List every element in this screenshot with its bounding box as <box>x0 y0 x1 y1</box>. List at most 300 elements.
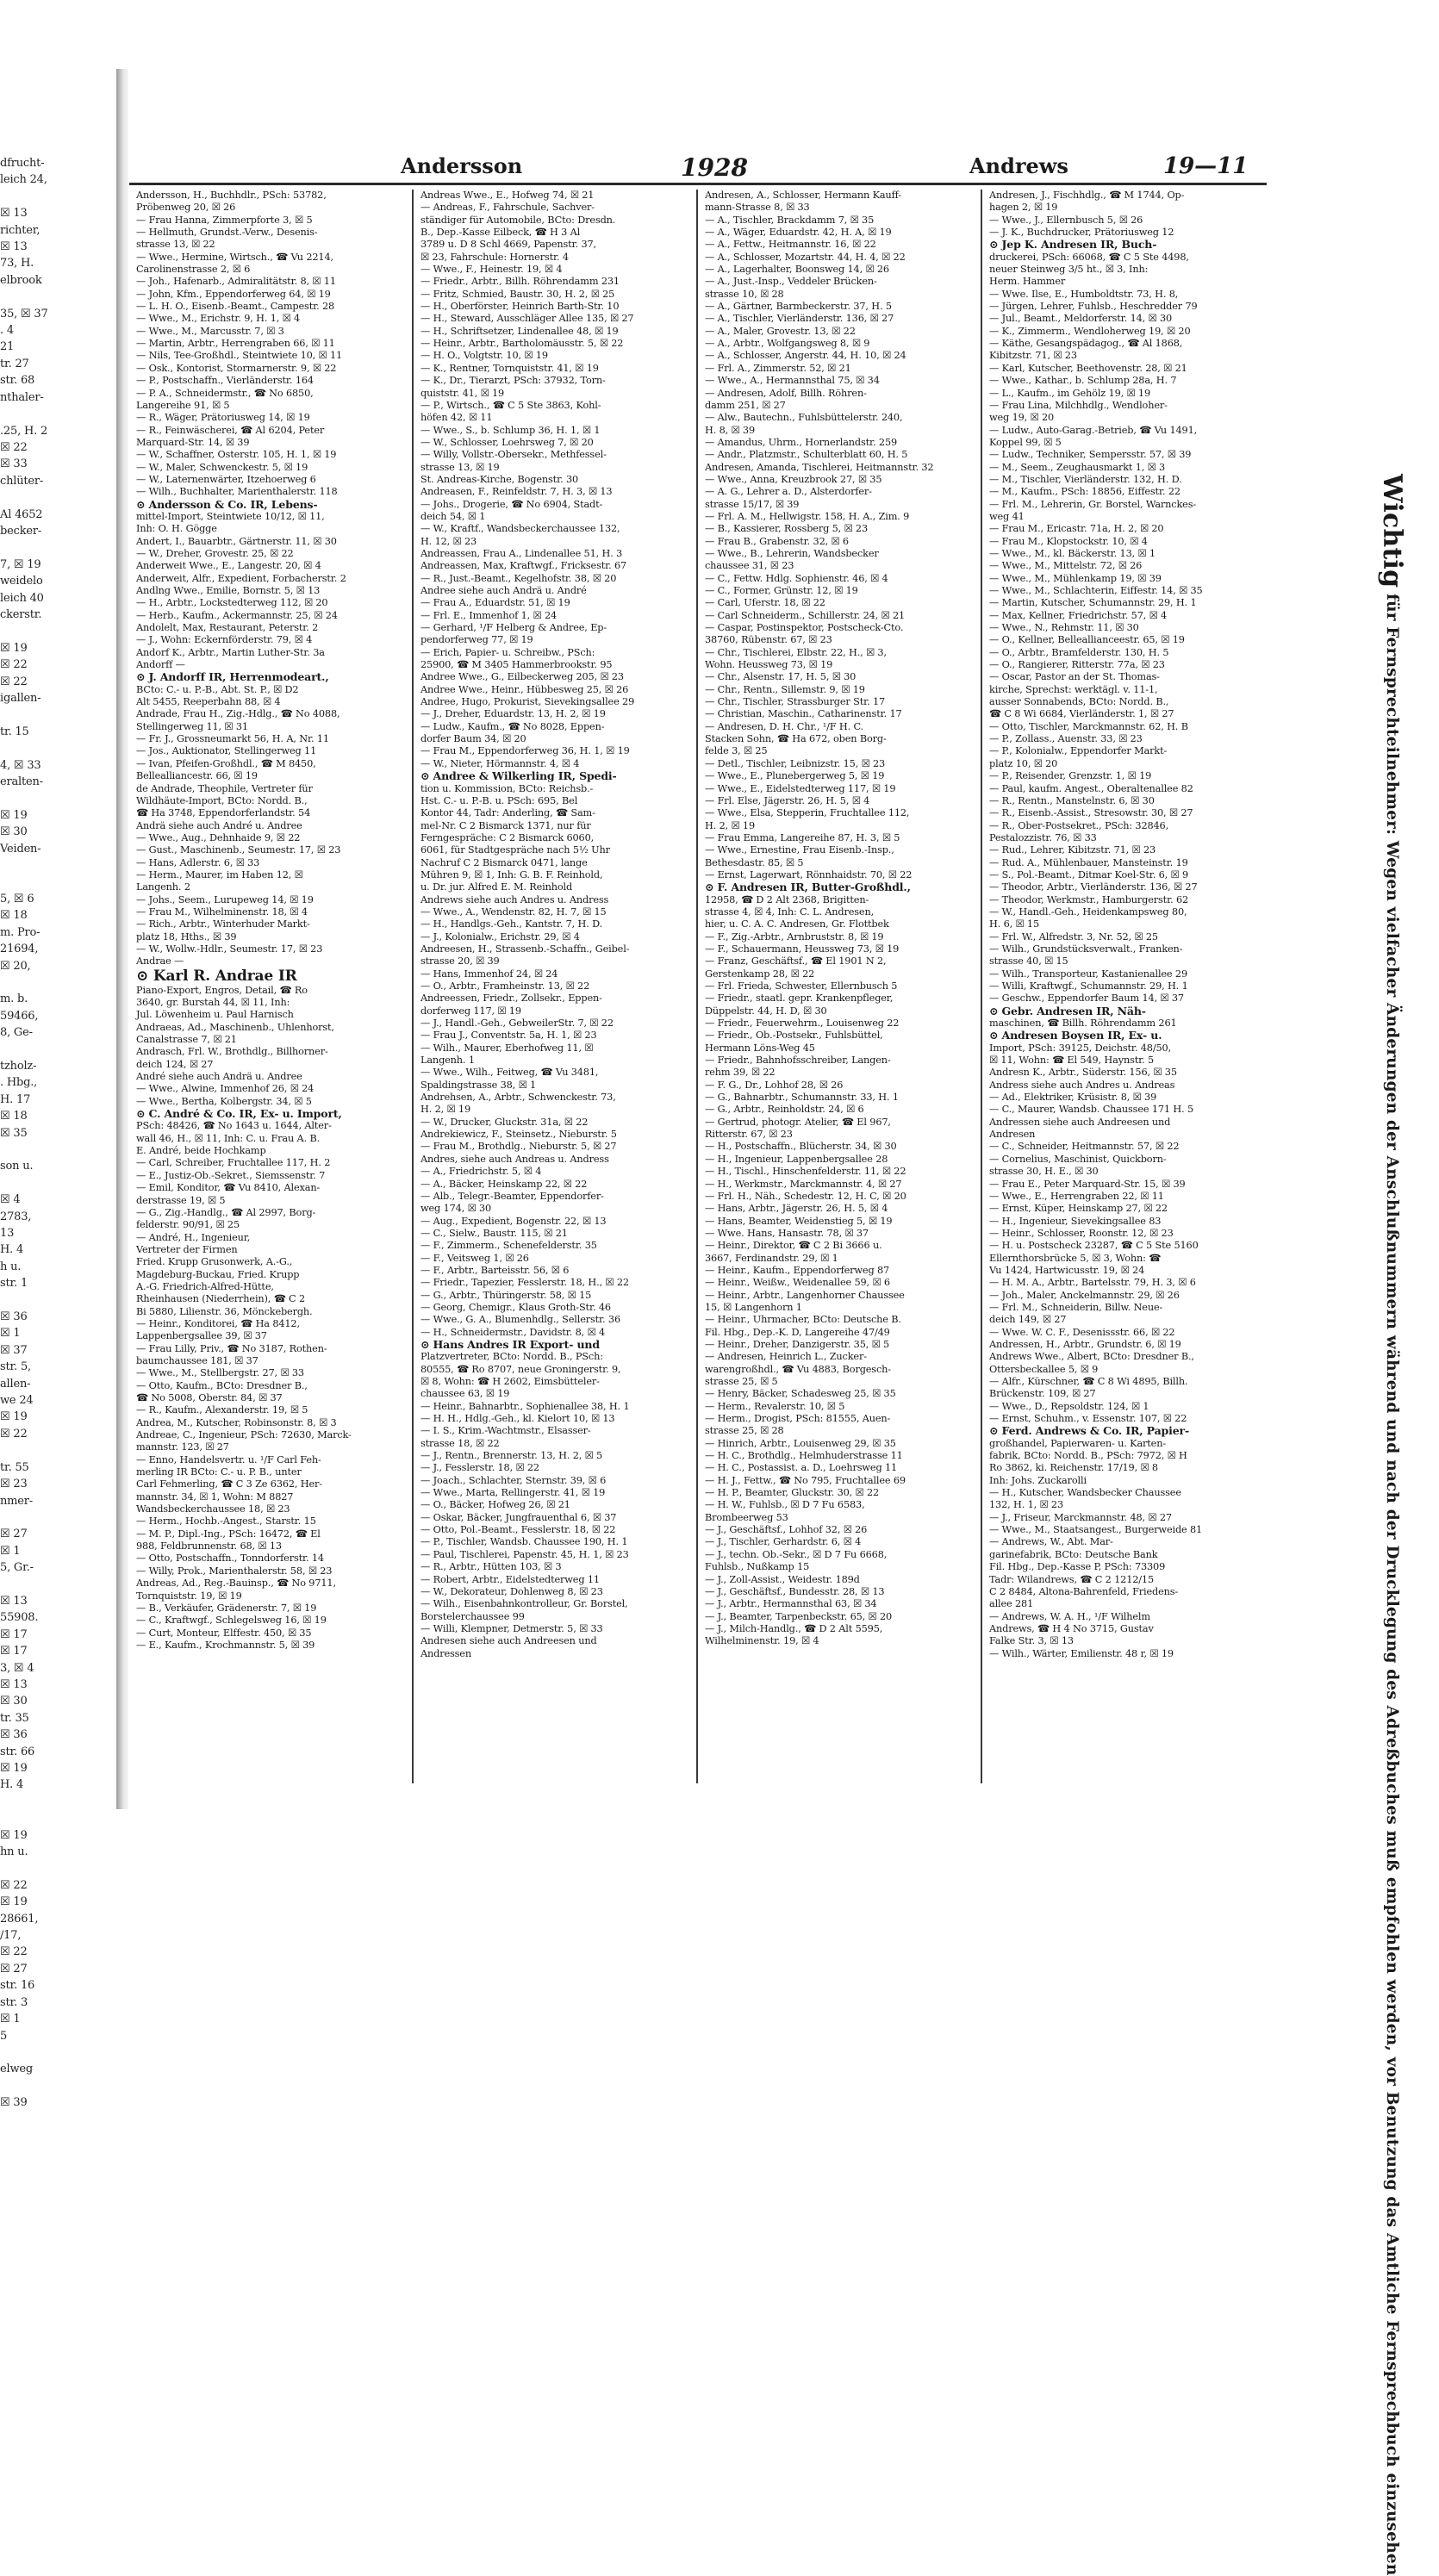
directory-entry: — Martin, Kutscher, Schumannstr. 29, H. 1 <box>989 597 1197 609</box>
sliver-line: ☒ 33 <box>0 457 28 471</box>
directory-entry: — W., Maler, Schwenckestr. 5, ☒ 19 <box>136 461 308 473</box>
directory-entry: — Franz, Geschäftsf., ☎ El 1901 N 2, <box>705 955 887 968</box>
directory-entry: — Rud., Lehrer, Kibitzstr. 71, ☒ 23 <box>989 844 1156 856</box>
directory-entry: Andrade, Frau H., Zig.-Hdlg., ☎ No 4088, <box>136 708 340 720</box>
directory-entry: — H. M. A., Arbtr., Bartelsstr. 79, H. 3, ☒ 6 <box>989 1277 1196 1289</box>
directory-entry: — Jos., Auktionator, Stellingerweg 11 <box>136 745 317 757</box>
directory-entry: — Wwe., Bertha, Kolbergstr. 34, ☒ 5 <box>136 1095 312 1107</box>
directory-entry: strasse 13, ☒ 19 <box>420 461 500 473</box>
directory-entry: neuer Steinweg 3/5 ht., ☒ 3, Inh: <box>989 264 1149 276</box>
directory-entry: Magdeburg-Buckau, Fried. Krupp <box>136 1268 300 1280</box>
directory-entry: Gerstenkamp 28, ☒ 22 <box>705 968 815 980</box>
directory-entry: garinefabrik, BCto: Deutsche Bank <box>989 1548 1158 1560</box>
directory-entry: Andrews siehe auch Andres u. Andress <box>420 893 609 905</box>
directory-entry: — C., Kraftwgf., Schlegelsweg 16, ☒ 19 <box>136 1615 327 1627</box>
directory-entry: — Chr., Alsenstr. 17, H. 5, ☒ 30 <box>705 671 857 683</box>
directory-entry: — J., Wohn: Eckernförderstr. 79, ☒ 4 <box>136 634 313 646</box>
directory-entry: Langereihe 91, ☒ 5 <box>136 399 230 411</box>
directory-entry: — P., Reisender, Grenzstr. 1, ☒ 19 <box>989 770 1152 782</box>
directory-entry: Carl Fehmerling, ☎ C 3 Ze 6362, Her- <box>136 1478 322 1490</box>
directory-entry: Brückenstr. 109, ☒ 27 <box>989 1388 1096 1400</box>
directory-entry: hagen 2, ☒ 19 <box>989 202 1058 214</box>
directory-entry: ☎ No 5008, Oberstr. 84, ☒ 37 <box>136 1392 283 1403</box>
directory-entry: — Frau Lina, Milchhdlg., Wendloher- <box>989 399 1168 411</box>
directory-entry: Andlng Wwe., Emilie, Bornstr. 5, ☒ 13 <box>136 585 321 596</box>
directory-entry: C 2 8484, Altona-Bahrenfeld, Friedens- <box>989 1585 1179 1597</box>
directory-entry: weg 174, ☒ 30 <box>420 1203 492 1215</box>
column-3 <box>705 190 972 1792</box>
directory-entry: — R., Arbtr., Hütten 103, ☒ 3 <box>420 1561 562 1573</box>
sliver-line: 35, ☒ 37 <box>0 307 48 320</box>
directory-entry: — Frau M., Klopstockstr. 10, ☒ 4 <box>989 535 1148 547</box>
sliver-line: 4, ☒ 33 <box>0 758 41 772</box>
directory-entry: Andreasen, F., Reinfeldstr. 7, H. 3, ☒ 13 <box>420 486 613 498</box>
directory-entry: — Detl., Tischler, Leibnizstr. 15, ☒ 23 <box>705 757 886 769</box>
directory-entry: — P., Postschaffn., Vierländerstr. 164 <box>136 375 314 387</box>
directory-entry: — Friedr., Bahnhofsschreiber, Langen- <box>705 1055 891 1067</box>
directory-entry: — Otto, Postschaffn., Tonndorferstr. 14 <box>136 1552 324 1565</box>
sliver-line: dfrucht- <box>0 157 45 170</box>
directory-entry: Pröbenweg 20, ☒ 26 <box>136 202 236 214</box>
directory-entry: tion u. Kommission, BCto: Reichsb.- <box>420 782 594 794</box>
directory-entry: — Frau M., Eppendorferweg 36, H. 1, ☒ 19 <box>420 745 630 757</box>
sliver-line: ☒ 27 <box>0 1528 28 1541</box>
directory-entry: — Frau M., Wilhelminenstr. 18, ☒ 4 <box>136 905 308 918</box>
sliver-line: 13 <box>0 1227 15 1240</box>
directory-entry: deich 124, ☒ 27 <box>136 1058 214 1070</box>
directory-entry: — W., Handl.-Geh., Heidenkampsweg 80, <box>989 905 1187 918</box>
directory-entry: — H., Werkmstr., Marckmannstr. 4, ☒ 27 <box>705 1178 902 1190</box>
directory-entry: — Frl. Frieda, Schwester, Ellernbusch 5 <box>705 980 898 992</box>
directory-entry: — Frau Lilly, Priv., ☎ No 3187, Rothen- <box>136 1342 327 1354</box>
directory-entry: — R., Eisenb.-Assist., Stresowstr. 30, ☒ 27 <box>989 807 1193 819</box>
directory-entry: — Wwe., M., Mühlenkamp 19, ☒ 39 <box>989 572 1162 584</box>
directory-entry: — A., Just.-Insp., Veddeler Brücken- <box>705 276 877 288</box>
directory-entry: — Paul, Tischlerei, Papenstr. 45, H. 1, ☒ 23 <box>420 1548 629 1560</box>
directory-entry: de Andrade, Theophile, Vertreter für <box>136 782 313 794</box>
directory-entry: — G., Bahnarbtr., Schumannstr. 33, H. 1 <box>705 1092 899 1104</box>
directory-entry: — Hans, Immenhof 24, ☒ 24 <box>420 968 558 980</box>
directory-entry: Bethesdastr. 85, ☒ 5 <box>705 856 804 868</box>
directory-entry: — Wwe., M., Marcusstr. 7, ☒ 3 <box>136 325 284 337</box>
directory-entry: Düppelstr. 44, H. D, ☒ 30 <box>705 1005 827 1017</box>
directory-entry: — Hellmuth, Grundst.-Verw., Desenis- <box>136 227 318 239</box>
directory-entry: — Heinr., Weißw., Weidenallee 59, ☒ 6 <box>705 1277 890 1289</box>
directory-entry: ⊙ J. Andorff IR, Herrenmodeart., <box>136 670 329 684</box>
sliver-line: 5, Gr.- <box>0 1561 34 1575</box>
directory-entry: Anderweit, Alfr., Expedient, Forbacherstr. 2 <box>136 572 346 584</box>
directory-entry: PSch: 48426, ☎ No 1643 u. 1644, Alter- <box>136 1120 332 1132</box>
directory-entry: — Frl. Else, Jägerstr. 26, H. 5, ☒ 4 <box>705 794 870 806</box>
directory-entry: strasse 25, ☒ 5 <box>705 1376 778 1387</box>
directory-entry: — Caspar, Postinspektor, Postscheck-Cto. <box>705 622 904 634</box>
directory-entry: — R., Just.-Beamt., Kegelhofstr. 38, ☒ 20 <box>420 572 617 584</box>
directory-entry: Andert, I., Bauarbtr., Gärtnerstr. 11, ☒ 30 <box>136 535 337 547</box>
directory-entry: Brombeerweg 53 <box>705 1511 788 1523</box>
sliver-line: ☒ 18 <box>0 1110 28 1123</box>
column-rule <box>981 190 982 1783</box>
sliver-line <box>0 790 116 806</box>
directory-entry: — Otto, Pol.-Beamt., Fesslerstr. 18, ☒ 22 <box>420 1524 616 1536</box>
directory-entry: — Christian, Maschin., Catharinenstr. 17 <box>705 708 902 720</box>
directory-entry: — Wwe., Kathar., b. Schlump 28a, H. 7 <box>989 375 1177 387</box>
directory-entry: — Hans, Arbtr., Jägerstr. 26, H. 5, ☒ 4 <box>705 1203 888 1215</box>
directory-entry: — A., Lagerhalter, Boonsweg 14, ☒ 26 <box>705 264 889 276</box>
directory-entry: Hst. C.- u. P.-B. u. PSch: 695, Bel <box>420 794 578 806</box>
directory-entry: Herm. Hammer <box>989 276 1066 288</box>
directory-entry: — J., Zoll-Assist., Weidestr. 189d <box>705 1573 860 1585</box>
directory-entry: — Frau Hanna, Zimmerpforte 3, ☒ 5 <box>136 214 313 226</box>
directory-entry: — H., Handlgs.-Geh., Kantstr. 7, H. D. <box>420 918 603 930</box>
directory-entry: deich 149, ☒ 27 <box>989 1314 1067 1326</box>
column-2 <box>420 190 688 1792</box>
directory-entry: Jul. Löwenheim u. Paul Harnisch <box>136 1009 294 1021</box>
directory-entry: Wohn. Heussweg 73, ☒ 19 <box>705 659 833 671</box>
sliver-line: tr. 35 <box>0 1711 29 1725</box>
directory-entry: — Ivan, Pfeifen-Großhdl., ☎ M 8450, <box>136 757 316 769</box>
directory-entry: ⊙ Hans Andres IR Export- und <box>420 1337 600 1351</box>
directory-entry: ⊙ F. Andresen IR, Butter-Großhdl., <box>705 880 911 894</box>
directory-entry: Andree Wwe., G., Eilbeckerweg 205, ☒ 23 <box>420 671 624 683</box>
directory-entry: — Aug., Expedient, Bogenstr. 22, ☒ 13 <box>420 1215 607 1227</box>
directory-entry: ⊙ Andersson & Co. IR, Lebens- <box>136 497 318 511</box>
sliver-line: m. b. <box>0 992 28 1006</box>
directory-entry: — Paul, kaufm. Angest., Oberaltenallee 82 <box>989 782 1193 794</box>
sliver-line: leich 40 <box>0 591 44 605</box>
sliver-line: . 4 <box>0 324 14 338</box>
sliver-line: ☒ 1 <box>0 1544 21 1558</box>
directory-entry: Andressen, H., Arbtr., Grundstr. 6, ☒ 19 <box>989 1338 1181 1350</box>
directory-columns <box>136 190 1274 1792</box>
directory-entry: — W., Nieter, Hörmannstr. 4, ☒ 4 <box>420 757 580 769</box>
directory-entry: — Frl. M., Lehrerin, Gr. Borstel, Warnckes- <box>989 498 1197 510</box>
directory-entry: Andreas, Ad., Reg.-Bauinsp., ☎ No 9711, <box>136 1577 336 1590</box>
directory-entry: — M. P., Dipl.-Ing., PSch: 16472, ☎ El <box>136 1528 321 1540</box>
directory-entry: — Wwe. Hans, Hansastr. 78, ☒ 37 <box>705 1227 869 1239</box>
directory-entry: — R., Wäger, Prätoriusweg 14, ☒ 19 <box>136 412 310 424</box>
directory-entry: — I. S., Krim.-Wachtmstr., Elsasser- <box>420 1425 591 1437</box>
sliver-line: tr. 55 <box>0 1460 29 1474</box>
sliver-line: ☒ 17 <box>0 1627 28 1641</box>
directory-entry: baumchaussee 181, ☒ 37 <box>136 1354 259 1366</box>
sliver-line: 21 <box>0 340 15 354</box>
directory-entry: — A., Schlosser, Mozartstr. 44, H. 4, ☒ 22 <box>705 251 906 263</box>
directory-entry: Andresen <box>989 1129 1036 1141</box>
directory-entry: — J., Kolonialw., Erichstr. 29, ☒ 4 <box>420 930 580 943</box>
sliver-line: weidelo <box>0 575 43 588</box>
directory-entry: — O., Kellner, Belleallianceestr. 65, ☒ 19 <box>989 634 1185 646</box>
directory-entry: Wildhäute-Import, BCto: Nordd. B., <box>136 794 308 806</box>
directory-entry: rehm 39, ☒ 22 <box>705 1067 776 1079</box>
sliver-line <box>0 1794 116 1810</box>
directory-entry: — Wwe., Aug., Dehnhaide 9, ☒ 22 <box>136 831 301 843</box>
directory-entry: — Heinr., Arbtr., Langenhorner Chaussee <box>705 1289 905 1301</box>
directory-entry: — A., Wäger, Eduardstr. 42, H. A, ☒ 19 <box>705 227 892 239</box>
directory-entry: Andresen, Amanda, Tischlerei, Heitmannstr. 32 <box>705 461 934 473</box>
sliver-line <box>0 189 116 205</box>
directory-entry: mann-Strasse 8, ☒ 33 <box>705 202 810 214</box>
directory-entry: — W., Kraftf., Wandsbeckerchaussee 132, <box>420 523 620 535</box>
directory-entry: wall 46, H., ☒ 11, Inh: C. u. Frau A. B. <box>136 1132 321 1144</box>
directory-entry: Wilhelminenstr. 19, ☒ 4 <box>705 1635 819 1647</box>
directory-entry: — Heinr., Schlosser, Roonstr. 12, ☒ 23 <box>989 1227 1174 1239</box>
directory-entry: — Heinr., Uhrmacher, BCto: Deutsche B. <box>705 1314 901 1326</box>
directory-entry: — Wwe., G. A., Blumenhdlg., Sellerstr. 36 <box>420 1314 620 1326</box>
directory-entry: — Andreas, F., Fahrschule, Sachver- <box>420 202 595 214</box>
directory-entry: Andrea, M., Kutscher, Robinsonstr. 8, ☒ 3 <box>136 1416 337 1428</box>
directory-entry: maschinen, ☎ Billh. Röhrendamm 261 <box>989 1017 1177 1030</box>
sliver-line: .25, H. 2 <box>0 424 48 438</box>
directory-entry: ⊙ Ferd. Andrews & Co. IR, Papier- <box>989 1424 1189 1438</box>
directory-entry: strasse 4, ☒ 4, Inh: C. L. Andresen, <box>705 905 875 918</box>
directory-entry: — Wwe., S., b. Schlump 36, H. 1, ☒ 1 <box>420 424 601 436</box>
directory-entry: Pestalozzistr. 76, ☒ 33 <box>989 831 1097 843</box>
directory-entry: Canalstrasse 7, ☒ 21 <box>136 1034 237 1046</box>
directory-entry: ☒ 8, Wohn: ☎ H 2602, Eimsbütteler- <box>420 1376 600 1387</box>
directory-entry: — H., Kutscher, Wandsbecker Chaussee <box>989 1487 1181 1499</box>
directory-entry: — J., techn. Ob.-Sekr., ☒ D 7 Fu 6668, <box>705 1548 888 1560</box>
directory-entry: Andresn K., Arbtr., Süderstr. 156, ☒ 35 <box>989 1067 1177 1079</box>
directory-entry: — J., Dreher, Eduardstr. 13, H. 2, ☒ 19 <box>420 708 606 720</box>
directory-entry: — E., Kaufm., Krochmannstr. 5, ☒ 39 <box>136 1639 315 1651</box>
directory-entry: Kontor 44, Tadr: Anderling, ☎ Sam- <box>420 807 595 819</box>
sliver-line: 5, ☒ 6 <box>0 892 34 905</box>
directory-entry: — W., Laternenwärter, Itzehoerweg 6 <box>136 473 316 485</box>
sliver-line: chlüter- <box>0 474 44 488</box>
directory-entry: — Andrews, W. A. H., ¹/F Wilhelm <box>989 1610 1150 1622</box>
sliver-line: becker- <box>0 524 42 538</box>
sliver-line: m. Pro- <box>0 925 40 939</box>
directory-entry: ⊙ Andree & Wilkerling IR, Spedi- <box>420 769 617 783</box>
directory-entry: Platzvertreter, BCto: Nordd. B., PSch: <box>420 1351 603 1363</box>
directory-entry: — A., Fettw., Heitmannstr. 16, ☒ 22 <box>705 239 876 251</box>
directory-entry: H. 6, ☒ 15 <box>989 918 1039 930</box>
directory-entry: — F., Zimmerm., Schenefelderstr. 35 <box>420 1240 597 1252</box>
directory-entry: Spaldingstrasse 38, ☒ 1 <box>420 1079 537 1091</box>
directory-entry: — J., Beamter, Tarpenbeckstr. 65, ☒ 20 <box>705 1610 893 1622</box>
sliver-line: str. 3 <box>0 1995 28 2009</box>
directory-entry: — J., Arbtr., Hermannsthal 63, ☒ 34 <box>705 1598 877 1610</box>
directory-entry: — Wwe., J., Ellernbusch 5, ☒ 26 <box>989 214 1143 226</box>
directory-entry: — Chr., Tischler, Strassburger Str. 17 <box>705 696 886 708</box>
directory-entry: — Chr., Rentn., Sillemstr. 9, ☒ 19 <box>705 683 865 695</box>
sliver-line: ☒ 18 <box>0 909 28 923</box>
sliver-line: ☒ 35 <box>0 1126 28 1140</box>
directory-entry: Wandsbeckerchaussee 18, ☒ 23 <box>136 1503 290 1515</box>
directory-entry: — Ernst, Schuhm., v. Essenstr. 107, ☒ 22 <box>989 1413 1187 1425</box>
directory-entry: — Geschw., Eppendorfer Baum 14, ☒ 37 <box>989 992 1184 1005</box>
sliver-line: str. 16 <box>0 1979 35 1993</box>
sliver-line: ☒ 19 <box>0 808 28 822</box>
directory-entry: Andolelt, Max, Restaurant, Peterstr. 2 <box>136 622 319 634</box>
directory-entry: — Wwe., Ernestine, Frau Eisenb.-Insp., <box>705 844 894 856</box>
directory-entry: — P. A., Schneidermstr., ☎ No 6850, <box>136 387 314 399</box>
directory-entry: — H. O., Volgtstr. 10, ☒ 19 <box>420 350 548 362</box>
directory-entry: — K., Zimmerm., Wendloherweg 19, ☒ 20 <box>989 325 1191 337</box>
directory-entry: Andrae — <box>136 955 184 968</box>
sliver-line: 21694, <box>0 943 39 956</box>
directory-entry: — F. G., Dr., Lohhof 28, ☒ 26 <box>705 1079 844 1091</box>
directory-entry: — Hinrich, Arbtr., Louisenweg 29, ☒ 35 <box>705 1437 896 1449</box>
directory-entry: Andorff — <box>136 659 185 671</box>
directory-entry: Falke Str. 3, ☒ 13 <box>989 1635 1074 1647</box>
directory-entry: strasse 18, ☒ 22 <box>420 1437 500 1449</box>
column-rule <box>412 190 414 1783</box>
sliver-line: str. 1 <box>0 1277 28 1291</box>
sliver-line <box>0 706 116 723</box>
header-first-name: Andersson <box>401 153 523 178</box>
directory-entry: — O., Rangierer, Ritterstr. 77a, ☒ 23 <box>989 659 1165 671</box>
directory-entry: — Herb., Kaufm., Ackermannstr. 25, ☒ 24 <box>136 609 338 621</box>
sliver-line: ☒ 19 <box>0 1762 28 1775</box>
header-year: 1928 <box>681 153 748 182</box>
directory-entry: — H., Postschaffn., Blücherstr. 34, ☒ 30 <box>705 1141 897 1153</box>
directory-entry: — Robert, Arbtr., Eidelstedterweg 11 <box>420 1573 600 1585</box>
directory-entry: — Frl. W., Alfredstr. 3, Nr. 52, ☒ 25 <box>989 930 1158 943</box>
directory-entry: — Theodor, Werkmstr., Hamburgerstr. 62 <box>989 893 1189 905</box>
directory-entry: — Karl, Kutscher, Beethovenstr. 28, ☒ 21 <box>989 362 1187 374</box>
directory-entry: ständiger für Automobile, BCto: Dresdn. <box>420 214 616 226</box>
directory-entry: Tornquiststr. 19, ☒ 19 <box>136 1590 242 1602</box>
sliver-line: ☒ 22 <box>0 675 28 688</box>
directory-entry: — Käthe, Gesangspädagog., ☎ Al 1868, <box>989 338 1183 350</box>
directory-entry: — R., Rentn., Manstelnstr. 6, ☒ 30 <box>989 794 1155 806</box>
directory-entry: weg 41 <box>989 510 1025 522</box>
directory-entry: — Friedr., Arbtr., Billh. Röhrendamm 231 <box>420 276 620 288</box>
directory-entry: H. 2, ☒ 19 <box>705 819 755 831</box>
directory-entry: — Heinr., Dreher, Danzigerstr. 35, ☒ 5 <box>705 1338 890 1350</box>
directory-entry: platz 10, ☒ 20 <box>989 757 1058 769</box>
directory-entry: 80555, ☎ Ro 8707, neue Groningerstr. 9, <box>420 1363 621 1375</box>
directory-entry: — Wwe., F., Heinestr. 19, ☒ 4 <box>420 264 563 276</box>
directory-entry: — H. W., Fuhlsb., ☒ D 7 Fu 6583, <box>705 1499 865 1511</box>
directory-entry: — O., Arbtr., Bramfelderstr. 130, H. 5 <box>989 646 1169 658</box>
directory-entry: — Wwe., N., Rehmstr. 11, ☒ 30 <box>989 622 1139 634</box>
directory-entry: — Erich, Papier- u. Schreibw., PSch: <box>420 646 595 658</box>
directory-entry: Andraeas, Ad., Maschinenb., Uhlenhorst, <box>136 1021 334 1033</box>
directory-entry: — Wilh., Grundstücksverwalt., Franken- <box>989 943 1183 955</box>
sliver-line <box>0 1042 116 1058</box>
directory-entry: — Alw., Bautechn., Fuhlsbüttelerstr. 240, <box>705 412 903 424</box>
directory-entry: druckerei, PSch: 66068, ☎ C 5 Ste 4498, <box>989 251 1189 263</box>
directory-entry: Andreesen, H., Strassenb.-Schaffn., Geibel- <box>420 943 630 955</box>
directory-entry: ☒ 11, Wohn: ☎ El 549, Haynstr. 5 <box>989 1055 1155 1067</box>
directory-entry: — Herm., Hochb.-Angest., Starstr. 15 <box>136 1515 316 1528</box>
directory-entry: Mühren 9, ☒ 1, Inh: G. B. F. Reinhold, <box>420 868 603 880</box>
directory-entry: Tadr: Wilandrews, ☎ C 2 1212/15 <box>989 1573 1154 1585</box>
sliver-line: 2783, <box>0 1210 32 1223</box>
directory-entry: — H., Schneidermstr., Davidstr. 8, ☒ 4 <box>420 1326 605 1338</box>
directory-entry: ☎ C 8 Wi 6684, Vierländerstr. 1, ☒ 27 <box>989 708 1174 720</box>
directory-entry: — Heinr., Bahnarbtr., Sophienallee 38, H. 1 <box>420 1400 630 1412</box>
sliver-line <box>0 1142 116 1158</box>
directory-entry: — Joh., Maler, Anckelmannstr. 29, ☒ 26 <box>989 1289 1180 1301</box>
directory-entry: — Wwe., M., kl. Bäckerstr. 13, ☒ 1 <box>989 547 1156 559</box>
directory-entry: — Herm., Drogist, PSch: 81555, Auen- <box>705 1413 891 1425</box>
sliver-line: tr. 27 <box>0 357 29 370</box>
directory-entry: — Wilh., Buchhalter, Marienthalerstr. 118 <box>136 486 338 498</box>
directory-entry: Andresen, A., Schlosser, Hermann Kauff- <box>705 190 901 201</box>
directory-entry: Andreassen, Max, Kraftwgf., Fricksestr. 67 <box>420 560 627 572</box>
directory-entry: felderstr. 90/91, ☒ 25 <box>136 1219 240 1231</box>
directory-entry: — Oskar, Bäcker, Jungfrauenthal 6, ☒ 37 <box>420 1511 617 1523</box>
directory-entry: H. 8, ☒ 39 <box>705 424 755 436</box>
directory-entry: — Wwe., Elsa, Stepperin, Fruchtallee 112, <box>705 807 910 819</box>
directory-entry: — F., Veitsweg 1, ☒ 26 <box>420 1252 529 1264</box>
directory-entry: — H., Ingenieur, Lappenbergsallee 28 <box>705 1153 888 1165</box>
directory-entry: — P., Wirtsch., ☎ C 5 Ste 3863, Kohl- <box>420 399 601 411</box>
directory-entry: — Wwe., M., Erichstr. 9, H. 1, ☒ 4 <box>136 313 301 325</box>
sliver-line: 7, ☒ 19 <box>0 557 41 571</box>
directory-entry: mittel-Import, Steintwiete 10/12, ☒ 11, <box>136 510 325 522</box>
directory-entry: Andree siehe auch Andrä u. André <box>420 585 587 596</box>
directory-entry: Koppel 99, ☒ 5 <box>989 436 1062 448</box>
directory-entry: — J., Tischler, Gerhardstr. 6, ☒ 4 <box>705 1536 862 1548</box>
directory-entry: Alt 5455, Reeperbahn 88, ☒ 4 <box>136 696 281 708</box>
directory-entry: — H. J., Fettw., ☎ No 795, Fruchtallee 69 <box>705 1474 906 1486</box>
sliver-line: ☒ 22 <box>0 658 28 672</box>
sliver-line: tr. 15 <box>0 725 29 738</box>
directory-entry: — Wwe., E., Herrengraben 22, ☒ 11 <box>989 1190 1164 1202</box>
sliver-line: str. 66 <box>0 1745 35 1758</box>
directory-entry: — Chr., Tischlerei, Elbstr. 22, H., ☒ 3, <box>705 646 887 658</box>
directory-entry: Andrekiewicz, F., Steinsetz., Nieburstr. 5 <box>420 1129 617 1141</box>
directory-entry: strasse 30, H. E., ☒ 30 <box>989 1166 1099 1178</box>
directory-entry: chaussee 31, ☒ 23 <box>705 560 794 572</box>
directory-entry: Marquard-Str. 14, ☒ 39 <box>136 436 250 448</box>
sliver-line: son u. <box>0 1160 34 1173</box>
directory-entry: dorfer Baum 34, ☒ 20 <box>420 733 526 745</box>
directory-entry: — Ludw., Kaufm., ☎ No 8028, Eppen- <box>420 720 605 732</box>
directory-entry: derstrasse 19, ☒ 5 <box>136 1194 226 1206</box>
directory-entry: — Curt, Monteur, Elffestr. 450, ☒ 35 <box>136 1627 312 1639</box>
directory-entry: Import, PSch: 39125, Deichstr. 48/50, <box>989 1042 1172 1054</box>
directory-entry: — Fr. J., Grossneumarkt 56, H. A, Nr. 11 <box>136 733 329 745</box>
directory-entry: B., Dep.-Kasse Eilbeck, ☎ H 3 Al <box>420 227 581 239</box>
directory-entry: Carolinenstrasse 2, ☒ 6 <box>136 264 251 276</box>
directory-entry: ☒ 23, Fahrschule: Hornerstr. 4 <box>420 251 569 263</box>
directory-entry: — Willi, Klempner, Detmerstr. 5, ☒ 33 <box>420 1622 603 1634</box>
directory-entry: — Willy, Prok., Marienthalerstr. 58, ☒ 23 <box>136 1565 333 1577</box>
directory-entry: — Frl. E., Immenhof 1, ☒ 24 <box>420 609 558 621</box>
directory-entry: — O., Bäcker, Hofweg 26, ☒ 21 <box>420 1499 570 1511</box>
directory-entry: Andorf K., Arbtr., Martin Luther-Str. 3a <box>136 646 325 658</box>
side-notice <box>1377 474 1439 2576</box>
directory-entry: — Alfr., Kürschner, ☎ C 8 Wi 4895, Billh. <box>989 1376 1188 1387</box>
directory-entry: — A., Schlosser, Angerstr. 44, H. 10, ☒ 24 <box>705 350 906 362</box>
directory-entry: — Wilh., Eisenbahnkontrolleur, Gr. Borstel, <box>420 1598 628 1610</box>
directory-entry: — J. K., Buchdrucker, Prätoriusweg 12 <box>989 227 1174 239</box>
sliver-line: str. 5, <box>0 1360 31 1374</box>
sliver-line: 28661, <box>0 1912 39 1926</box>
directory-entry: — Heinr., Kaufm., Eppendorferweg 87 <box>705 1264 890 1276</box>
directory-entry: — Joach., Schlachter, Sternstr. 39, ☒ 6 <box>420 1474 607 1486</box>
directory-entry: — Willi, Kraftwgf., Schumannstr. 29, H. 1 <box>989 980 1188 992</box>
directory-entry: — Enno, Handelsvertr. u. ¹/F Carl Feh- <box>136 1453 321 1465</box>
directory-entry: — J., Handl.-Geh., GebweilerStr. 7, ☒ 22 <box>420 1017 614 1030</box>
directory-entry: Anderweit Wwe., E., Langestr. 20, ☒ 4 <box>136 560 321 572</box>
directory-entry: — Frau A., Eduardstr. 51, ☒ 19 <box>420 597 570 609</box>
column-rule <box>696 190 698 1783</box>
directory-entry: — Heinr., Konditorei, ☎ Ha 8412, <box>136 1317 300 1329</box>
directory-entry: — Rud. A., Mühlenbauer, Mansteinstr. 19 <box>989 856 1188 868</box>
directory-entry: — Carl, Uferstr. 18, ☒ 22 <box>705 597 825 609</box>
directory-entry: A.-G. Friedrich-Alfred-Hütte, <box>136 1280 274 1292</box>
directory-entry: — J., Milch-Handlg., ☎ D 2 Alt 5595, <box>705 1622 883 1634</box>
sliver-line: 3, ☒ 4 <box>0 1661 34 1675</box>
directory-entry: Andrews Wwe., Albert, BCto: Dresdner B., <box>989 1351 1194 1363</box>
directory-entry: merling IR BCto: C.- u. P. B., unter <box>136 1466 302 1478</box>
